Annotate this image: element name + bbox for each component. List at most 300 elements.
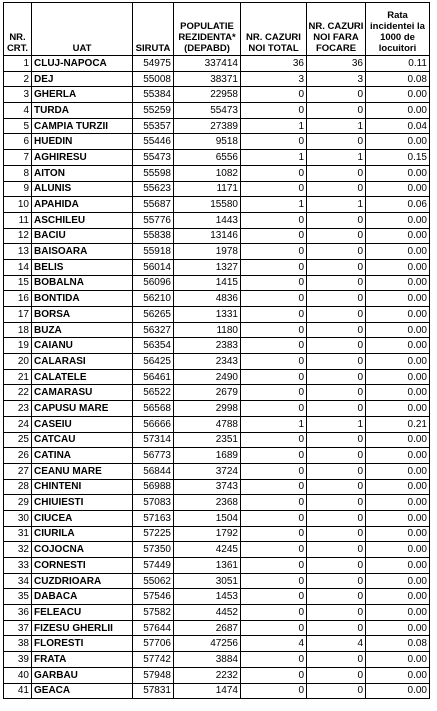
- row-number-cell: 15: [4, 275, 32, 291]
- cases-no-outbreak-cell: 0: [307, 558, 366, 574]
- table-row: [4, 416, 430, 432]
- incidence-rate-cell: 0.00: [366, 181, 430, 197]
- header-siruta: SIRUTA: [133, 3, 174, 56]
- table-row: [4, 71, 430, 87]
- table-row: [4, 542, 430, 558]
- incidence-rate-cell: 0.00: [366, 589, 430, 605]
- uat-name-cell: CALARASI: [32, 354, 133, 370]
- table-row: [4, 338, 430, 354]
- uat-name-cell: CAMARASU: [32, 385, 133, 401]
- population-cell: 3743: [174, 479, 241, 495]
- cases-total-cell: 1: [241, 118, 307, 134]
- cases-no-outbreak-cell: 0: [307, 667, 366, 683]
- incidence-rate-cell: 0.11: [366, 56, 430, 72]
- incidence-rate-cell: 0.00: [366, 87, 430, 103]
- cases-no-outbreak-cell: 0: [307, 479, 366, 495]
- cases-no-outbreak-cell: 0: [307, 244, 366, 260]
- cases-total-cell: 0: [241, 275, 307, 291]
- siruta-code-cell: 55259: [133, 103, 174, 119]
- row-number-cell: 14: [4, 259, 32, 275]
- siruta-code-cell: 57706: [133, 636, 174, 652]
- row-number-cell: 40: [4, 667, 32, 683]
- uat-name-cell: CASEIU: [32, 416, 133, 432]
- incidence-rate-cell: 0.00: [366, 558, 430, 574]
- population-cell: 15580: [174, 197, 241, 213]
- population-cell: 2687: [174, 620, 241, 636]
- siruta-code-cell: 57225: [133, 526, 174, 542]
- incidence-rate-cell: 0.00: [366, 683, 430, 699]
- cases-total-cell: 0: [241, 354, 307, 370]
- incidence-rate-cell: 0.00: [366, 401, 430, 417]
- row-number-cell: 5: [4, 118, 32, 134]
- incidence-rate-cell: 0.00: [366, 212, 430, 228]
- cases-no-outbreak-cell: 0: [307, 291, 366, 307]
- uat-name-cell: AITON: [32, 165, 133, 181]
- population-cell: 4836: [174, 291, 241, 307]
- row-number-cell: 22: [4, 385, 32, 401]
- table-row: [4, 87, 430, 103]
- uat-name-cell: CORNESTI: [32, 558, 133, 574]
- table-row: [4, 244, 430, 260]
- population-cell: 3884: [174, 652, 241, 668]
- incidence-rate-cell: 0.00: [366, 652, 430, 668]
- row-number-cell: 2: [4, 71, 32, 87]
- table-row: [4, 573, 430, 589]
- row-number-cell: 3: [4, 87, 32, 103]
- population-cell: 2368: [174, 495, 241, 511]
- siruta-code-cell: 55838: [133, 228, 174, 244]
- uat-name-cell: BONTIDA: [32, 291, 133, 307]
- row-number-cell: 4: [4, 103, 32, 119]
- incidence-rate-cell: 0.00: [366, 322, 430, 338]
- population-cell: 1415: [174, 275, 241, 291]
- incidence-rate-cell: 0.00: [366, 259, 430, 275]
- cases-no-outbreak-cell: 0: [307, 369, 366, 385]
- row-number-cell: 27: [4, 463, 32, 479]
- table-row: [4, 432, 430, 448]
- population-cell: 4788: [174, 416, 241, 432]
- uat-name-cell: COJOCNA: [32, 542, 133, 558]
- table-row: [4, 228, 430, 244]
- incidence-rate-cell: 0.00: [366, 542, 430, 558]
- population-cell: 4452: [174, 605, 241, 621]
- row-number-cell: 25: [4, 432, 32, 448]
- population-cell: 1443: [174, 212, 241, 228]
- cases-no-outbreak-cell: 0: [307, 338, 366, 354]
- cases-total-cell: 0: [241, 510, 307, 526]
- row-number-cell: 32: [4, 542, 32, 558]
- header-row: [4, 3, 430, 56]
- population-cell: 2343: [174, 354, 241, 370]
- row-number-cell: 8: [4, 165, 32, 181]
- incidence-rate-cell: 0.00: [366, 275, 430, 291]
- table-row: [4, 526, 430, 542]
- table-row: [4, 605, 430, 621]
- cases-total-cell: 0: [241, 448, 307, 464]
- cases-total-cell: 0: [241, 244, 307, 260]
- cases-total-cell: 0: [241, 495, 307, 511]
- uat-name-cell: ALUNIS: [32, 181, 133, 197]
- cases-total-cell: 0: [241, 605, 307, 621]
- table-row: [4, 463, 430, 479]
- siruta-code-cell: 55473: [133, 150, 174, 166]
- incidence-rate-cell: 0.00: [366, 573, 430, 589]
- siruta-code-cell: 55598: [133, 165, 174, 181]
- siruta-code-cell: 56210: [133, 291, 174, 307]
- table-row: [4, 165, 430, 181]
- row-number-cell: 10: [4, 197, 32, 213]
- cases-no-outbreak-cell: 0: [307, 87, 366, 103]
- population-cell: 22958: [174, 87, 241, 103]
- row-number-cell: 30: [4, 510, 32, 526]
- cases-total-cell: 0: [241, 307, 307, 323]
- population-cell: 6556: [174, 150, 241, 166]
- siruta-code-cell: 55776: [133, 212, 174, 228]
- cases-no-outbreak-cell: 0: [307, 307, 366, 323]
- incidence-rate-cell: 0.04: [366, 118, 430, 134]
- incidence-rate-cell: 0.00: [366, 354, 430, 370]
- cases-total-cell: 0: [241, 134, 307, 150]
- row-number-cell: 11: [4, 212, 32, 228]
- cases-total-cell: 36: [241, 56, 307, 72]
- cases-total-cell: 0: [241, 181, 307, 197]
- siruta-code-cell: 56327: [133, 322, 174, 338]
- incidence-rate-cell: 0.00: [366, 510, 430, 526]
- incidence-rate-cell: 0.00: [366, 432, 430, 448]
- uat-name-cell: GARBAU: [32, 667, 133, 683]
- population-cell: 3724: [174, 463, 241, 479]
- cases-total-cell: 0: [241, 228, 307, 244]
- cases-no-outbreak-cell: 0: [307, 401, 366, 417]
- siruta-code-cell: 54975: [133, 56, 174, 72]
- incidence-rate-cell: 0.00: [366, 495, 430, 511]
- population-cell: 1171: [174, 181, 241, 197]
- table-row: [4, 307, 430, 323]
- cases-total-cell: 0: [241, 573, 307, 589]
- table-row: [4, 448, 430, 464]
- uat-name-cell: CLUJ-NAPOCA: [32, 56, 133, 72]
- header-rata: Rata incidentei la 1000 de locuitori: [366, 3, 430, 56]
- row-number-cell: 37: [4, 620, 32, 636]
- cases-no-outbreak-cell: 0: [307, 448, 366, 464]
- cases-no-outbreak-cell: 0: [307, 134, 366, 150]
- uat-name-cell: GHERLA: [32, 87, 133, 103]
- cases-no-outbreak-cell: 1: [307, 416, 366, 432]
- cases-total-cell: 0: [241, 558, 307, 574]
- siruta-code-cell: 56666: [133, 416, 174, 432]
- table-row: [4, 275, 430, 291]
- siruta-code-cell: 57831: [133, 683, 174, 699]
- siruta-code-cell: 57083: [133, 495, 174, 511]
- population-cell: 337414: [174, 56, 241, 72]
- header-cazuri-fara-focare: NR. CAZURI NOI FARA FOCARE: [307, 3, 366, 56]
- cases-total-cell: 0: [241, 683, 307, 699]
- cases-no-outbreak-cell: 0: [307, 510, 366, 526]
- cases-no-outbreak-cell: 0: [307, 683, 366, 699]
- incidence-rate-cell: 0.00: [366, 526, 430, 542]
- siruta-code-cell: 57644: [133, 620, 174, 636]
- incidence-table: [3, 2, 430, 699]
- incidence-rate-cell: 0.00: [366, 463, 430, 479]
- population-cell: 1504: [174, 510, 241, 526]
- uat-name-cell: BAISOARA: [32, 244, 133, 260]
- cases-total-cell: 1: [241, 150, 307, 166]
- row-number-cell: 28: [4, 479, 32, 495]
- cases-total-cell: 1: [241, 197, 307, 213]
- siruta-code-cell: 55008: [133, 71, 174, 87]
- siruta-code-cell: 57546: [133, 589, 174, 605]
- population-cell: 1689: [174, 448, 241, 464]
- table-row: [4, 667, 430, 683]
- uat-name-cell: HUEDIN: [32, 134, 133, 150]
- cases-total-cell: 0: [241, 589, 307, 605]
- cases-no-outbreak-cell: 1: [307, 197, 366, 213]
- cases-no-outbreak-cell: 0: [307, 573, 366, 589]
- incidence-rate-cell: 0.00: [366, 667, 430, 683]
- row-number-cell: 35: [4, 589, 32, 605]
- cases-total-cell: 0: [241, 479, 307, 495]
- incidence-rate-cell: 0.08: [366, 636, 430, 652]
- population-cell: 2679: [174, 385, 241, 401]
- cases-no-outbreak-cell: 0: [307, 212, 366, 228]
- row-number-cell: 6: [4, 134, 32, 150]
- cases-total-cell: 0: [241, 291, 307, 307]
- cases-total-cell: 1: [241, 416, 307, 432]
- row-number-cell: 9: [4, 181, 32, 197]
- table-row: [4, 322, 430, 338]
- table-row: [4, 683, 430, 699]
- cases-total-cell: 0: [241, 322, 307, 338]
- population-cell: 1453: [174, 589, 241, 605]
- cases-no-outbreak-cell: 4: [307, 636, 366, 652]
- cases-no-outbreak-cell: 0: [307, 181, 366, 197]
- incidence-rate-cell: 0.00: [366, 103, 430, 119]
- population-cell: 1082: [174, 165, 241, 181]
- uat-name-cell: DEJ: [32, 71, 133, 87]
- cases-total-cell: 0: [241, 652, 307, 668]
- uat-name-cell: CHINTENI: [32, 479, 133, 495]
- cases-no-outbreak-cell: 0: [307, 526, 366, 542]
- header-populatie: POPULATIE REZIDENTA* (DEPABD): [174, 3, 241, 56]
- row-number-cell: 13: [4, 244, 32, 260]
- incidence-rate-cell: 0.00: [366, 605, 430, 621]
- cases-no-outbreak-cell: 3: [307, 71, 366, 87]
- incidence-rate-cell: 0.00: [366, 620, 430, 636]
- siruta-code-cell: 56014: [133, 259, 174, 275]
- incidence-rate-cell: 0.00: [366, 307, 430, 323]
- cases-total-cell: 0: [241, 103, 307, 119]
- population-cell: 13146: [174, 228, 241, 244]
- cases-no-outbreak-cell: 0: [307, 652, 366, 668]
- uat-name-cell: TURDA: [32, 103, 133, 119]
- header-uat: UAT: [32, 3, 133, 56]
- siruta-code-cell: 56265: [133, 307, 174, 323]
- population-cell: 47256: [174, 636, 241, 652]
- table-row: [4, 354, 430, 370]
- uat-name-cell: CALATELE: [32, 369, 133, 385]
- table-row: [4, 103, 430, 119]
- cases-total-cell: 0: [241, 338, 307, 354]
- table-row: [4, 385, 430, 401]
- cases-no-outbreak-cell: 0: [307, 259, 366, 275]
- row-number-cell: 21: [4, 369, 32, 385]
- siruta-code-cell: 55357: [133, 118, 174, 134]
- incidence-rate-cell: 0.00: [366, 291, 430, 307]
- cases-total-cell: 0: [241, 542, 307, 558]
- row-number-cell: 26: [4, 448, 32, 464]
- table-row: [4, 558, 430, 574]
- cases-total-cell: 4: [241, 636, 307, 652]
- incidence-rate-cell: 0.06: [366, 197, 430, 213]
- population-cell: 1331: [174, 307, 241, 323]
- row-number-cell: 23: [4, 401, 32, 417]
- population-cell: 2383: [174, 338, 241, 354]
- uat-name-cell: BACIU: [32, 228, 133, 244]
- siruta-code-cell: 57742: [133, 652, 174, 668]
- uat-name-cell: CIURILA: [32, 526, 133, 542]
- population-cell: 1361: [174, 558, 241, 574]
- siruta-code-cell: 55446: [133, 134, 174, 150]
- uat-name-cell: CEANU MARE: [32, 463, 133, 479]
- table-row: [4, 589, 430, 605]
- row-number-cell: 16: [4, 291, 32, 307]
- cases-no-outbreak-cell: 0: [307, 165, 366, 181]
- cases-no-outbreak-cell: 0: [307, 354, 366, 370]
- incidence-rate-cell: 0.00: [366, 369, 430, 385]
- population-cell: 1978: [174, 244, 241, 260]
- siruta-code-cell: 57314: [133, 432, 174, 448]
- population-cell: 55473: [174, 103, 241, 119]
- cases-total-cell: 3: [241, 71, 307, 87]
- uat-name-cell: BOBALNA: [32, 275, 133, 291]
- cases-no-outbreak-cell: 0: [307, 432, 366, 448]
- cases-no-outbreak-cell: 0: [307, 275, 366, 291]
- table-row: [4, 118, 430, 134]
- cases-no-outbreak-cell: 0: [307, 322, 366, 338]
- cases-no-outbreak-cell: 0: [307, 620, 366, 636]
- population-cell: 2351: [174, 432, 241, 448]
- siruta-code-cell: 56354: [133, 338, 174, 354]
- cases-total-cell: 0: [241, 165, 307, 181]
- uat-name-cell: DABACA: [32, 589, 133, 605]
- population-cell: 1792: [174, 526, 241, 542]
- population-cell: 27389: [174, 118, 241, 134]
- table-row: [4, 181, 430, 197]
- siruta-code-cell: 56988: [133, 479, 174, 495]
- population-cell: 1180: [174, 322, 241, 338]
- uat-name-cell: CIUCEA: [32, 510, 133, 526]
- row-number-cell: 12: [4, 228, 32, 244]
- population-cell: 2490: [174, 369, 241, 385]
- uat-name-cell: CATINA: [32, 448, 133, 464]
- uat-name-cell: BELIS: [32, 259, 133, 275]
- siruta-code-cell: 56568: [133, 401, 174, 417]
- uat-name-cell: GEACA: [32, 683, 133, 699]
- cases-no-outbreak-cell: 0: [307, 228, 366, 244]
- uat-name-cell: FELEACU: [32, 605, 133, 621]
- table-row: [4, 369, 430, 385]
- incidence-rate-cell: 0.00: [366, 228, 430, 244]
- row-number-cell: 17: [4, 307, 32, 323]
- population-cell: 2998: [174, 401, 241, 417]
- row-number-cell: 18: [4, 322, 32, 338]
- siruta-code-cell: 55687: [133, 197, 174, 213]
- population-cell: 9518: [174, 134, 241, 150]
- siruta-code-cell: 56773: [133, 448, 174, 464]
- cases-total-cell: 0: [241, 385, 307, 401]
- cases-no-outbreak-cell: 0: [307, 542, 366, 558]
- row-number-cell: 34: [4, 573, 32, 589]
- table-row: [4, 212, 430, 228]
- header-cazuri-total: NR. CAZURI NOI TOTAL: [241, 3, 307, 56]
- row-number-cell: 24: [4, 416, 32, 432]
- table-row: [4, 636, 430, 652]
- incidence-rate-cell: 0.15: [366, 150, 430, 166]
- uat-name-cell: CAPUSU MARE: [32, 401, 133, 417]
- row-number-cell: 7: [4, 150, 32, 166]
- siruta-code-cell: 55918: [133, 244, 174, 260]
- siruta-code-cell: 56461: [133, 369, 174, 385]
- incidence-rate-cell: 0.00: [366, 385, 430, 401]
- siruta-code-cell: 56522: [133, 385, 174, 401]
- incidence-rate-cell: 0.00: [366, 134, 430, 150]
- uat-name-cell: BORSA: [32, 307, 133, 323]
- siruta-code-cell: 56096: [133, 275, 174, 291]
- uat-name-cell: FIZESU GHERLII: [32, 620, 133, 636]
- cases-total-cell: 0: [241, 259, 307, 275]
- cases-total-cell: 0: [241, 620, 307, 636]
- table-row: [4, 150, 430, 166]
- cases-total-cell: 0: [241, 87, 307, 103]
- cases-total-cell: 0: [241, 667, 307, 683]
- siruta-code-cell: 57163: [133, 510, 174, 526]
- cases-no-outbreak-cell: 36: [307, 56, 366, 72]
- population-cell: 4245: [174, 542, 241, 558]
- table-row: [4, 479, 430, 495]
- siruta-code-cell: 57350: [133, 542, 174, 558]
- siruta-code-cell: 55623: [133, 181, 174, 197]
- cases-no-outbreak-cell: 0: [307, 385, 366, 401]
- siruta-code-cell: 57948: [133, 667, 174, 683]
- row-number-cell: 31: [4, 526, 32, 542]
- table-row: [4, 56, 430, 72]
- siruta-code-cell: 56844: [133, 463, 174, 479]
- siruta-code-cell: 55062: [133, 573, 174, 589]
- cases-total-cell: 0: [241, 369, 307, 385]
- uat-name-cell: ASCHILEU: [32, 212, 133, 228]
- cases-no-outbreak-cell: 1: [307, 150, 366, 166]
- table-row: [4, 495, 430, 511]
- cases-total-cell: 0: [241, 432, 307, 448]
- incidence-rate-cell: 0.00: [366, 479, 430, 495]
- cases-total-cell: 0: [241, 401, 307, 417]
- uat-name-cell: AGHIRESU: [32, 150, 133, 166]
- row-number-cell: 41: [4, 683, 32, 699]
- cases-no-outbreak-cell: 1: [307, 118, 366, 134]
- cases-total-cell: 0: [241, 463, 307, 479]
- table-row: [4, 510, 430, 526]
- population-cell: 2232: [174, 667, 241, 683]
- cases-no-outbreak-cell: 0: [307, 495, 366, 511]
- table-row: [4, 259, 430, 275]
- incidence-rate-cell: 0.21: [366, 416, 430, 432]
- row-number-cell: 39: [4, 652, 32, 668]
- row-number-cell: 20: [4, 354, 32, 370]
- uat-name-cell: CAMPIA TURZII: [32, 118, 133, 134]
- uat-name-cell: CUZDRIOARA: [32, 573, 133, 589]
- uat-name-cell: CATCAU: [32, 432, 133, 448]
- cases-total-cell: 0: [241, 526, 307, 542]
